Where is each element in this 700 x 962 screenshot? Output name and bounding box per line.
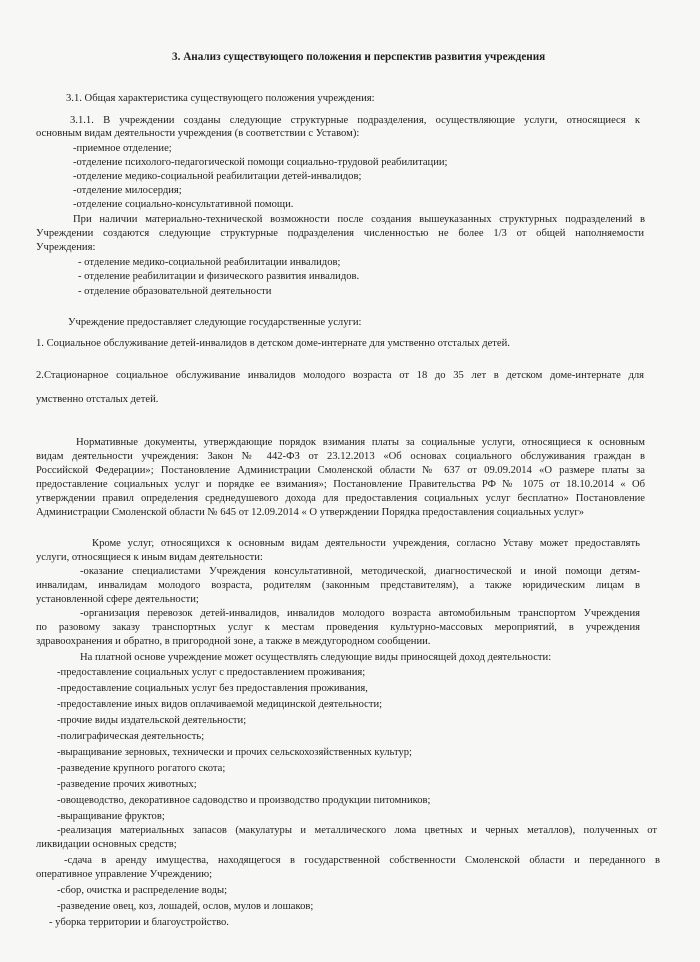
list-item: -полиграфическая деятельность; [57,731,205,742]
list-item: -предоставление иных видов оплачиваемой медицинской деятельности; [57,699,383,710]
service-item: умственно отсталых детей. [36,394,159,405]
paragraph-line: На платной основе учреждение может осуществлять следующие виды приносящей доход деятельности: [80,652,552,663]
paragraph-line: -оказание специалистами Учреждения консультативной, методической, диагностической и иной помощи детям- [80,566,640,577]
list-item: -сбор, очистка и распределение воды; [57,885,228,896]
paragraph-line: установленной сфере деятельности; [36,594,199,605]
list-item: -реализация материальных запасов (макулатуры и металлического лома цветных и черных металлов), полученных от [57,825,657,836]
list-item: -сдача в аренду имущества, находящегося в государственной собственности Смоленской области и переданного в [64,855,660,866]
list-item: -прочие виды издательской деятельности; [57,715,247,726]
paragraph-line: услуги, относящиеся к иным видам деятельности: [36,552,263,563]
list-item-continuation: ликвидации основных средств; [36,839,177,850]
paragraph-line: Администрации Смоленской области № 645 от 12.09.2014 « О утверждении Порядка предоставления социальных услуг» [36,507,585,518]
paragraph-line: -организация перевозок детей-инвалидов, инвалидов молодого возраста автомобильным транспортом Учреждения [80,608,640,619]
list-item: -выращивание зерновых, технически и прочих сельскохозяйственных культур; [57,747,412,758]
paragraph-line: Российской Федерации»; Постановление Администрации Смоленской области № 637 от 09.09.2014 «О размере платы за [36,465,645,476]
paragraph-line: Учреждении создаются следующие структурные подразделения численностью не более 1/3 от общей наполняемости [36,228,644,239]
list-item: -отделение милосердия; [73,185,182,196]
paragraph-line: 3.1.1. В учреждении созданы следующие структурные подразделения, осуществляющие услуги, относящиеся к [70,115,640,126]
paragraph-line: Учреждения: [36,242,96,253]
service-item: 2.Стационарное социальное обслуживание инвалидов молодого возраста от 18 до 35 лет в детском доме-интернате для [36,370,644,381]
list-item: -разведение крупного рогатого скота; [57,763,226,774]
subsection-heading: 3.1. Общая характеристика существующего положения учреждения: [66,93,375,104]
list-item: -разведение овец, коз, лошадей, ослов, мулов и лошаков; [57,901,314,912]
list-item: - отделение реабилитации и физического развития инвалидов. [78,271,360,282]
list-item: - уборка территории и благоустройство. [49,917,229,928]
paragraph-line: утверждении правил определения среднедушевого дохода для предоставления социальных услуг бесплатно» Постановление [36,493,645,504]
list-item: -отделение социально-консультативной помощи. [73,199,294,210]
paragraph-line: по разовому заказу транспортных услуг к местам проведения культурно-массовых мероприятий, в учреждения [36,622,640,633]
paragraph-line: Нормативные документы, утверждающие порядок взимания платы за социальные услуги, относящиеся к основным [76,437,645,448]
list-item: -отделение психолого-педагогической помощи социально-трудовой реабилитации; [73,157,448,168]
list-item: -предоставление социальных услуг без предоставления проживания, [57,683,368,694]
paragraph-line: видам деятельности учреждения: Закон № 442-ФЗ от 23.12.2013 «Об основах социального обслуживания граждан в [36,451,645,462]
list-item: -разведение прочих животных; [57,779,197,790]
list-item: -приемное отделение; [73,143,172,154]
list-item: -предоставление социальных услуг с предоставлением проживания; [57,667,366,678]
list-item: - отделение образовательной деятельности [78,286,272,297]
paragraph-line: Кроме услуг, относящихся к основным видам деятельности учреждения, согласно Уставу может предоставлять [92,538,640,549]
list-item: - отделение медико-социальной реабилитации инвалидов; [78,257,341,268]
section-title: 3. Анализ существующего положения и перспектив развития учреждения [172,51,546,63]
paragraph-line: здравоохранения и обратно, в пригородной зоне, а также в междугородном сообщении. [36,636,431,647]
paragraph-line: основным видам деятельности учреждения (в соответствии с Уставом): [36,128,360,139]
paragraph-line: предоставление социальных услуг и порядке ее взимания»; Постановление Правительства РФ № 1075 от 18.10.2014 « Об [36,479,645,490]
paragraph-line: Учреждение предоставляет следующие государственные услуги: [68,317,362,328]
list-item: -выращивание фруктов; [57,811,165,822]
list-item: -овощеводство, декоративное садоводство и производство продукции питомников; [57,795,431,806]
list-item-continuation: оперативное управление Учреждению; [36,869,213,880]
list-item: -отделение медико-социальной реабилитации детей-инвалидов; [73,171,362,182]
paragraph-line: При наличии материально-технической возможности после создания вышеуказанных структурных подразделений в [73,214,645,225]
service-item: 1. Социальное обслуживание детей-инвалидов в детском доме-интернате для умственно отсталых детей. [36,338,510,349]
paragraph-line: инвалидам, инвалидам молодого возраста, родителям (законным представителям), а также юридическим лицам в [36,580,640,591]
